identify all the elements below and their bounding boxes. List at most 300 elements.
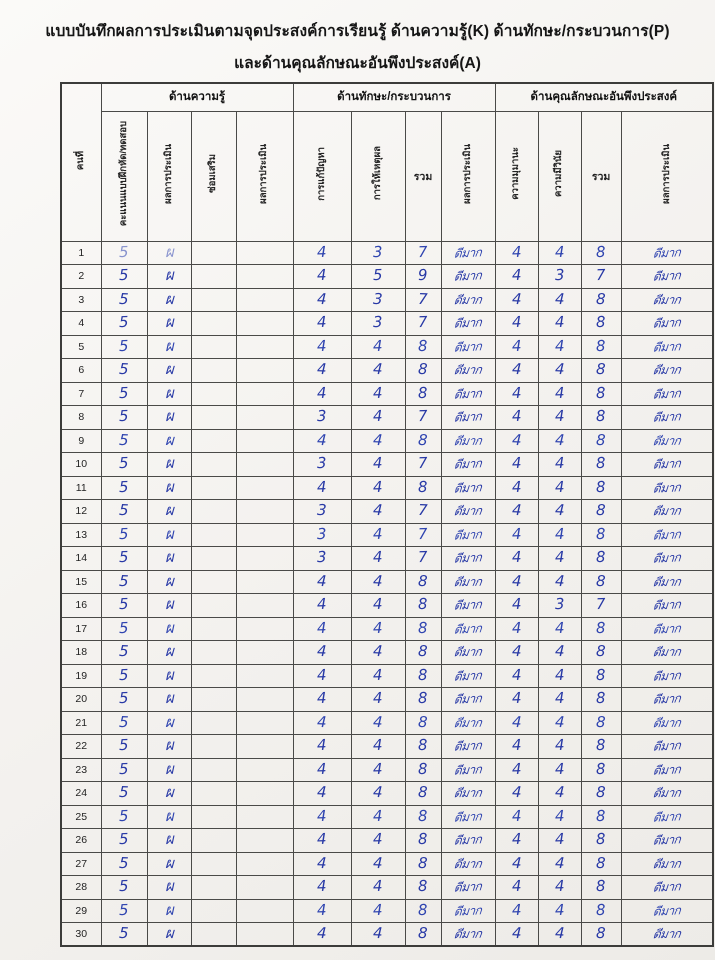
handwritten-value: 7 bbox=[417, 501, 429, 520]
cell-p-result bbox=[441, 500, 495, 524]
table-row bbox=[61, 241, 713, 265]
handwritten-value: 4 bbox=[554, 454, 565, 473]
handwritten-value: 5 bbox=[118, 360, 130, 379]
cell-p-total bbox=[405, 523, 441, 547]
cell-a-total bbox=[581, 758, 621, 782]
row-number: 20 bbox=[61, 688, 101, 712]
cell-p-reasoning bbox=[351, 382, 405, 406]
cell-a-perseverance bbox=[495, 641, 538, 665]
handwritten-value: ดีมาก bbox=[652, 338, 682, 355]
handwritten-value: 4 bbox=[511, 548, 522, 567]
cell-a-total bbox=[581, 476, 621, 500]
cell-k-result bbox=[147, 335, 191, 359]
cell-a-perseverance bbox=[495, 617, 538, 641]
handwritten-value: ดีมาก bbox=[652, 433, 682, 449]
cell-a-result bbox=[621, 594, 713, 618]
cell-a-discipline bbox=[538, 899, 581, 923]
cell-a-result bbox=[621, 923, 713, 947]
handwritten-value: 4 bbox=[511, 477, 522, 496]
handwritten-value: 8 bbox=[417, 830, 429, 849]
cell-k-result bbox=[147, 594, 191, 618]
cell-a-total bbox=[581, 641, 621, 665]
document-title-line1: แบบบันทึกผลการประเมินตามจุดประสงค์การเรียนรู้ ด้านความรู้(K) ด้านทักษะ/กระบวนการ(P) bbox=[45, 23, 670, 40]
cell-k-remedial bbox=[191, 453, 236, 477]
cell-p-result bbox=[441, 406, 495, 430]
handwritten-value: ผ bbox=[164, 736, 174, 755]
handwritten-value: 8 bbox=[595, 853, 607, 872]
cell-k-remedial bbox=[191, 406, 236, 430]
cell-k-result-2 bbox=[236, 382, 293, 406]
cell-k-score bbox=[101, 265, 147, 289]
handwritten-value: 8 bbox=[417, 877, 429, 896]
group-header-attributes: ด้านคุณลักษณะอันพึงประสงค์ bbox=[495, 83, 713, 111]
cell-k-score bbox=[101, 382, 147, 406]
cell-p-result bbox=[441, 453, 495, 477]
cell-k-result-2 bbox=[236, 429, 293, 453]
cell-a-result bbox=[621, 453, 713, 477]
handwritten-value: 7 bbox=[417, 524, 429, 543]
handwritten-value: 4 bbox=[316, 595, 328, 614]
cell-p-reasoning bbox=[351, 288, 405, 312]
handwritten-value: 4 bbox=[511, 289, 522, 308]
table-body bbox=[61, 241, 713, 946]
handwritten-value: ผ bbox=[164, 383, 174, 402]
cell-k-result bbox=[147, 382, 191, 406]
handwritten-value: ดีมาก bbox=[453, 433, 483, 449]
cell-a-total bbox=[581, 453, 621, 477]
handwritten-value: 4 bbox=[511, 313, 522, 332]
cell-a-result bbox=[621, 876, 713, 900]
handwritten-value: 4 bbox=[372, 430, 384, 449]
cell-p-total bbox=[405, 453, 441, 477]
cell-p-result bbox=[441, 594, 495, 618]
handwritten-value: 4 bbox=[554, 242, 565, 261]
cell-k-score bbox=[101, 288, 147, 312]
handwritten-value: 8 bbox=[417, 783, 429, 802]
cell-a-perseverance bbox=[495, 288, 538, 312]
cell-k-result bbox=[147, 312, 191, 336]
cell-a-result bbox=[621, 782, 713, 806]
cell-k-remedial bbox=[191, 359, 236, 383]
table-row bbox=[61, 711, 713, 735]
cell-k-result bbox=[147, 711, 191, 735]
handwritten-value: ดีมาก bbox=[453, 926, 483, 942]
cell-p-reasoning bbox=[351, 688, 405, 712]
cell-k-result-2 bbox=[236, 852, 293, 876]
handwritten-value: 4 bbox=[554, 571, 565, 590]
cell-k-remedial bbox=[191, 782, 236, 806]
handwritten-value: 8 bbox=[595, 689, 607, 708]
cell-a-discipline bbox=[538, 359, 581, 383]
cell-k-result-2 bbox=[236, 711, 293, 735]
cell-a-result bbox=[621, 852, 713, 876]
handwritten-value: 4 bbox=[316, 853, 328, 872]
cell-p-problem-solving bbox=[293, 829, 351, 853]
col-header-a-total: รวม bbox=[581, 111, 621, 241]
cell-a-discipline bbox=[538, 523, 581, 547]
handwritten-value: ดีมาก bbox=[652, 268, 682, 285]
cell-a-discipline bbox=[538, 923, 581, 947]
row-number: 22 bbox=[61, 735, 101, 759]
handwritten-value: ดีมาก bbox=[652, 315, 682, 332]
handwritten-value: 4 bbox=[511, 689, 522, 708]
row-number: 29 bbox=[61, 899, 101, 923]
handwritten-value: 5 bbox=[118, 736, 130, 755]
handwritten-value: 7 bbox=[417, 548, 429, 567]
cell-a-perseverance bbox=[495, 523, 538, 547]
cell-k-result bbox=[147, 570, 191, 594]
handwritten-value: 8 bbox=[595, 712, 607, 731]
handwritten-value: ดีมาก bbox=[652, 244, 682, 261]
cell-a-discipline bbox=[538, 805, 581, 829]
cell-k-result-2 bbox=[236, 899, 293, 923]
handwritten-value: ผ bbox=[164, 360, 174, 379]
handwritten-value: 4 bbox=[554, 313, 565, 332]
cell-k-result-2 bbox=[236, 758, 293, 782]
handwritten-value: 3 bbox=[316, 548, 328, 567]
cell-a-result bbox=[621, 265, 713, 289]
cell-a-result bbox=[621, 547, 713, 571]
handwritten-value: ดีมาก bbox=[453, 667, 483, 684]
cell-p-reasoning bbox=[351, 899, 405, 923]
handwritten-value: 4 bbox=[511, 242, 522, 261]
cell-k-remedial bbox=[191, 523, 236, 547]
table-row bbox=[61, 312, 713, 336]
handwritten-value: ดีมาก bbox=[453, 644, 483, 660]
handwritten-value: ดีมาก bbox=[453, 315, 483, 332]
handwritten-value: 4 bbox=[372, 618, 384, 637]
handwritten-value: ดีมาก bbox=[453, 362, 483, 378]
cell-p-problem-solving bbox=[293, 805, 351, 829]
cell-k-score bbox=[101, 758, 147, 782]
cell-p-reasoning bbox=[351, 829, 405, 853]
cell-a-total bbox=[581, 923, 621, 947]
cell-k-result bbox=[147, 641, 191, 665]
cell-k-score bbox=[101, 570, 147, 594]
handwritten-value: 7 bbox=[417, 454, 429, 473]
cell-p-result bbox=[441, 711, 495, 735]
handwritten-value: 4 bbox=[316, 783, 328, 802]
handwritten-value: 4 bbox=[372, 759, 384, 778]
cell-a-perseverance bbox=[495, 312, 538, 336]
cell-p-reasoning bbox=[351, 711, 405, 735]
handwritten-value: ดีมาก bbox=[652, 620, 682, 637]
row-number: 18 bbox=[61, 641, 101, 665]
handwritten-value: 8 bbox=[417, 759, 429, 778]
cell-a-total bbox=[581, 429, 621, 453]
handwritten-value: 4 bbox=[316, 830, 328, 849]
handwritten-value: 4 bbox=[511, 642, 522, 661]
handwritten-value: 5 bbox=[118, 407, 130, 426]
handwritten-value: ดีมาก bbox=[453, 902, 483, 919]
handwritten-value: 8 bbox=[417, 712, 429, 731]
cell-p-result bbox=[441, 641, 495, 665]
handwritten-value: 4 bbox=[554, 524, 565, 543]
handwritten-value: ผ bbox=[164, 830, 174, 849]
handwritten-value: 4 bbox=[554, 548, 565, 567]
row-number: 27 bbox=[61, 852, 101, 876]
cell-p-total bbox=[405, 312, 441, 336]
cell-k-result-2 bbox=[236, 688, 293, 712]
cell-p-result bbox=[441, 570, 495, 594]
cell-p-reasoning bbox=[351, 312, 405, 336]
cell-k-result bbox=[147, 923, 191, 947]
cell-a-total bbox=[581, 617, 621, 641]
cell-p-total bbox=[405, 617, 441, 641]
cell-p-total bbox=[405, 641, 441, 665]
cell-p-problem-solving bbox=[293, 335, 351, 359]
handwritten-value: 8 bbox=[595, 524, 607, 543]
handwritten-value: 8 bbox=[417, 360, 429, 379]
handwritten-value: 8 bbox=[417, 336, 429, 355]
cell-a-perseverance bbox=[495, 876, 538, 900]
cell-p-result bbox=[441, 547, 495, 571]
cell-a-result bbox=[621, 500, 713, 524]
handwritten-value: ดีมาก bbox=[652, 785, 682, 801]
cell-p-problem-solving bbox=[293, 453, 351, 477]
cell-k-score bbox=[101, 453, 147, 477]
cell-k-remedial bbox=[191, 265, 236, 289]
handwritten-value: ดีมาก bbox=[453, 620, 483, 637]
cell-k-score bbox=[101, 500, 147, 524]
handwritten-value: ดีมาก bbox=[652, 667, 682, 684]
cell-p-total bbox=[405, 688, 441, 712]
handwritten-value: ดีมาก bbox=[453, 526, 483, 543]
handwritten-value: ดีมาก bbox=[652, 808, 682, 825]
cell-a-total bbox=[581, 382, 621, 406]
cell-k-result bbox=[147, 758, 191, 782]
row-number: 9 bbox=[61, 429, 101, 453]
table-row bbox=[61, 852, 713, 876]
row-number: 7 bbox=[61, 382, 101, 406]
group-header-process: ด้านทักษะ/กระบวนการ bbox=[293, 83, 495, 111]
handwritten-value: 4 bbox=[316, 289, 328, 308]
cell-a-result bbox=[621, 735, 713, 759]
handwritten-value: 8 bbox=[595, 618, 607, 637]
handwritten-value: 4 bbox=[511, 759, 522, 778]
handwritten-value: ผ bbox=[164, 501, 174, 520]
table-row bbox=[61, 758, 713, 782]
cell-k-remedial bbox=[191, 476, 236, 500]
cell-k-remedial bbox=[191, 617, 236, 641]
cell-p-total bbox=[405, 664, 441, 688]
cell-a-total bbox=[581, 829, 621, 853]
document-title-line2: และด้านคุณลักษณะอันพึงประสงค์(A) bbox=[234, 55, 481, 72]
cell-a-discipline bbox=[538, 829, 581, 853]
handwritten-value: 5 bbox=[118, 830, 130, 849]
cell-k-result-2 bbox=[236, 735, 293, 759]
cell-k-remedial bbox=[191, 429, 236, 453]
handwritten-value: 4 bbox=[554, 430, 565, 449]
cell-k-remedial bbox=[191, 241, 236, 265]
handwritten-value: 4 bbox=[554, 806, 565, 825]
cell-p-result bbox=[441, 359, 495, 383]
table-row bbox=[61, 923, 713, 947]
cell-k-result bbox=[147, 359, 191, 383]
handwritten-value: 4 bbox=[316, 689, 328, 708]
table-row bbox=[61, 735, 713, 759]
cell-a-total bbox=[581, 288, 621, 312]
cell-k-result bbox=[147, 241, 191, 265]
cell-k-result bbox=[147, 288, 191, 312]
handwritten-value: ผ bbox=[164, 806, 174, 825]
cell-k-remedial bbox=[191, 500, 236, 524]
cell-p-reasoning bbox=[351, 500, 405, 524]
cell-p-reasoning bbox=[351, 359, 405, 383]
handwritten-value: ดีมาก bbox=[453, 409, 483, 426]
cell-k-remedial bbox=[191, 852, 236, 876]
cell-a-result bbox=[621, 829, 713, 853]
handwritten-value: 5 bbox=[118, 618, 130, 637]
cell-a-result bbox=[621, 241, 713, 265]
handwritten-value: ดีมาก bbox=[652, 902, 682, 919]
cell-p-total bbox=[405, 711, 441, 735]
cell-p-total bbox=[405, 805, 441, 829]
handwritten-value: ผ bbox=[164, 665, 174, 684]
handwritten-value: 4 bbox=[554, 830, 565, 849]
row-number: 19 bbox=[61, 664, 101, 688]
cell-a-discipline bbox=[538, 500, 581, 524]
table-row bbox=[61, 429, 713, 453]
handwritten-value: 4 bbox=[316, 642, 328, 661]
row-number: 15 bbox=[61, 570, 101, 594]
cell-k-result-2 bbox=[236, 829, 293, 853]
cell-a-result bbox=[621, 758, 713, 782]
cell-p-total bbox=[405, 476, 441, 500]
handwritten-value: ดีมาก bbox=[652, 691, 682, 708]
col-header-remedial: ซ่อมเสริม bbox=[191, 111, 236, 241]
cell-p-problem-solving bbox=[293, 382, 351, 406]
handwritten-value: 8 bbox=[417, 806, 429, 825]
handwritten-value: ผ bbox=[164, 313, 174, 332]
cell-a-perseverance bbox=[495, 664, 538, 688]
cell-k-result-2 bbox=[236, 476, 293, 500]
column-header-row bbox=[61, 111, 713, 241]
handwritten-value: 5 bbox=[118, 712, 130, 731]
handwritten-value: 4 bbox=[511, 712, 522, 731]
handwritten-value: 8 bbox=[417, 477, 429, 496]
handwritten-value: 4 bbox=[316, 477, 328, 496]
row-number: 24 bbox=[61, 782, 101, 806]
cell-p-result bbox=[441, 265, 495, 289]
handwritten-value: 5 bbox=[118, 477, 130, 496]
cell-p-total bbox=[405, 782, 441, 806]
handwritten-value: 4 bbox=[372, 689, 384, 708]
cell-p-problem-solving bbox=[293, 265, 351, 289]
handwritten-value: 4 bbox=[554, 642, 565, 661]
handwritten-value: 4 bbox=[511, 877, 522, 896]
cell-a-total bbox=[581, 805, 621, 829]
table-row bbox=[61, 829, 713, 853]
handwritten-value: 3 bbox=[372, 313, 384, 332]
table-row bbox=[61, 523, 713, 547]
handwritten-value: 4 bbox=[511, 383, 522, 402]
handwritten-value: 4 bbox=[316, 923, 328, 943]
cell-p-reasoning bbox=[351, 406, 405, 430]
handwritten-value: 4 bbox=[316, 736, 328, 755]
cell-a-perseverance bbox=[495, 500, 538, 524]
cell-a-perseverance bbox=[495, 735, 538, 759]
cell-p-problem-solving bbox=[293, 664, 351, 688]
person-no-label: คนที่ bbox=[75, 151, 87, 171]
group-header-knowledge: ด้านความรู้ bbox=[101, 83, 293, 111]
cell-k-score bbox=[101, 852, 147, 876]
handwritten-value: 4 bbox=[316, 430, 328, 449]
handwritten-value: 7 bbox=[417, 242, 429, 261]
cell-p-total bbox=[405, 359, 441, 383]
cell-p-total bbox=[405, 758, 441, 782]
col-header-reasoning: การให้เหตุผล bbox=[351, 111, 405, 241]
cell-a-discipline bbox=[538, 594, 581, 618]
handwritten-value: ผ bbox=[164, 454, 174, 473]
cell-k-result bbox=[147, 406, 191, 430]
handwritten-value: ดีมาก bbox=[453, 338, 483, 355]
cell-p-reasoning bbox=[351, 476, 405, 500]
cell-a-total bbox=[581, 852, 621, 876]
cell-k-result bbox=[147, 547, 191, 571]
handwritten-value: 5 bbox=[118, 548, 130, 567]
table-row bbox=[61, 641, 713, 665]
cell-p-total bbox=[405, 899, 441, 923]
cell-p-total bbox=[405, 594, 441, 618]
handwritten-value: ดีมาก bbox=[652, 456, 682, 473]
cell-p-problem-solving bbox=[293, 406, 351, 430]
handwritten-value: 5 bbox=[118, 242, 130, 261]
row-number: 1 bbox=[61, 241, 101, 265]
handwritten-value: 5 bbox=[118, 853, 130, 872]
handwritten-value: 9 bbox=[417, 266, 429, 285]
handwritten-value: ดีมาก bbox=[652, 292, 682, 308]
row-number: 14 bbox=[61, 547, 101, 571]
row-number: 5 bbox=[61, 335, 101, 359]
cell-p-result bbox=[441, 782, 495, 806]
handwritten-value: 8 bbox=[417, 689, 429, 708]
handwritten-value: 4 bbox=[372, 900, 384, 919]
table-row bbox=[61, 453, 713, 477]
cell-a-total bbox=[581, 664, 621, 688]
cell-a-perseverance bbox=[495, 241, 538, 265]
handwritten-value: 8 bbox=[595, 360, 607, 379]
cell-p-problem-solving bbox=[293, 429, 351, 453]
handwritten-value: 4 bbox=[372, 454, 384, 473]
cell-p-result bbox=[441, 288, 495, 312]
cell-p-result bbox=[441, 876, 495, 900]
table-row bbox=[61, 382, 713, 406]
table-row bbox=[61, 899, 713, 923]
handwritten-value: ดีมาก bbox=[453, 856, 483, 872]
cell-k-result bbox=[147, 805, 191, 829]
cell-p-result bbox=[441, 382, 495, 406]
row-number: 17 bbox=[61, 617, 101, 641]
handwritten-value: ผ bbox=[164, 336, 174, 355]
cell-k-result bbox=[147, 688, 191, 712]
handwritten-value: ดีมาก bbox=[453, 550, 483, 567]
cell-a-total bbox=[581, 782, 621, 806]
cell-p-problem-solving bbox=[293, 570, 351, 594]
handwritten-value: 8 bbox=[417, 665, 429, 684]
cell-p-total bbox=[405, 829, 441, 853]
row-number: 3 bbox=[61, 288, 101, 312]
handwritten-value: ผ bbox=[164, 618, 174, 637]
cell-a-total bbox=[581, 688, 621, 712]
cell-k-result bbox=[147, 852, 191, 876]
handwritten-value: 7 bbox=[595, 595, 607, 614]
handwritten-value: 7 bbox=[595, 266, 607, 285]
cell-a-discipline bbox=[538, 265, 581, 289]
handwritten-value: 8 bbox=[595, 571, 607, 590]
handwritten-value: 4 bbox=[511, 665, 522, 684]
handwritten-value: 8 bbox=[417, 853, 429, 872]
